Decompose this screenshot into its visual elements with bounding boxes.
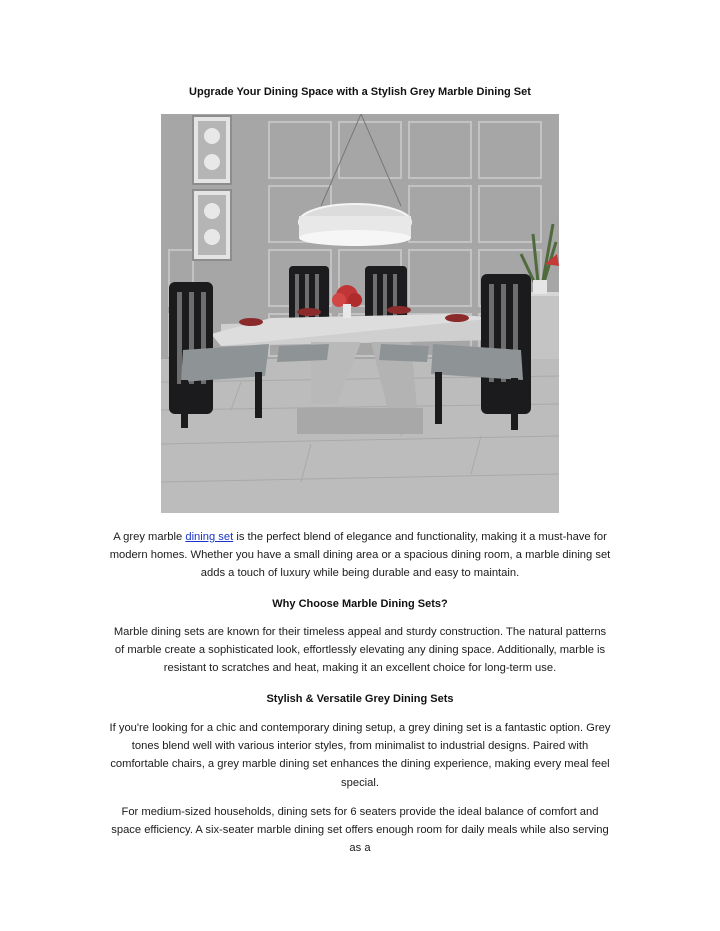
stylish-grey-paragraph [90,719,630,792]
intro-line-2: modern homes. Whether you have a small dining area or a spacious dining room, a marble dining set [109,549,611,562]
stylish-grey-line-1: If you're looking for a chic and contemporary dining setup, a grey dining set is a fantastic option. Grey [109,722,611,734]
intro-prefix: A grey marble [113,531,186,543]
stylish-grey-line-2: tones blend well with various interior styles, from minimalist to industrial designs. Paired with [131,740,589,753]
page-title: Upgrade Your Dining Space with a Stylish Grey Marble Dining Set [189,86,531,98]
six-seater-paragraph [90,803,630,858]
why-marble-paragraph [90,623,630,678]
section-heading-stylish-grey: Stylish & Versatile Grey Dining Sets [266,693,454,705]
why-marble-line-3: resistant to scratches and heat, making it an excellent choice for long-term use. [163,662,557,675]
why-marble-line-1: Marble dining sets are known for their timeless appeal and sturdy construction. The natural patterns [113,626,607,638]
dining-set-photo [161,114,559,513]
six-seater-line-1: For medium-sized households, dining sets for 6 seaters provide the ideal balance of comfort and [121,806,599,818]
stylish-grey-line-4: special. [341,776,379,789]
dining-set-link[interactable]: dining set [185,531,234,543]
section-heading-why-marble: Why Choose Marble Dining Sets? [272,598,448,610]
stylish-grey-line-3: comfortable chairs, a grey marble dining set enhances the dining experience, making every meal feel [110,758,610,771]
six-seater-line-2: space efficiency. A six-seater marble dining set offers enough room for daily meals while also serving [111,824,609,837]
six-seater-line-3: as a [349,842,371,855]
intro-paragraph [90,528,630,583]
why-marble-line-2: of marble create a sophisticated look, effortlessly elevating any dining space. Additionally, marble is [114,644,606,657]
intro-line1-rest: is the perfect blend of elegance and functionality, making it a must-have for [233,531,607,543]
intro-line-3: adds a touch of luxury while being durable and easy to maintain. [200,567,520,580]
